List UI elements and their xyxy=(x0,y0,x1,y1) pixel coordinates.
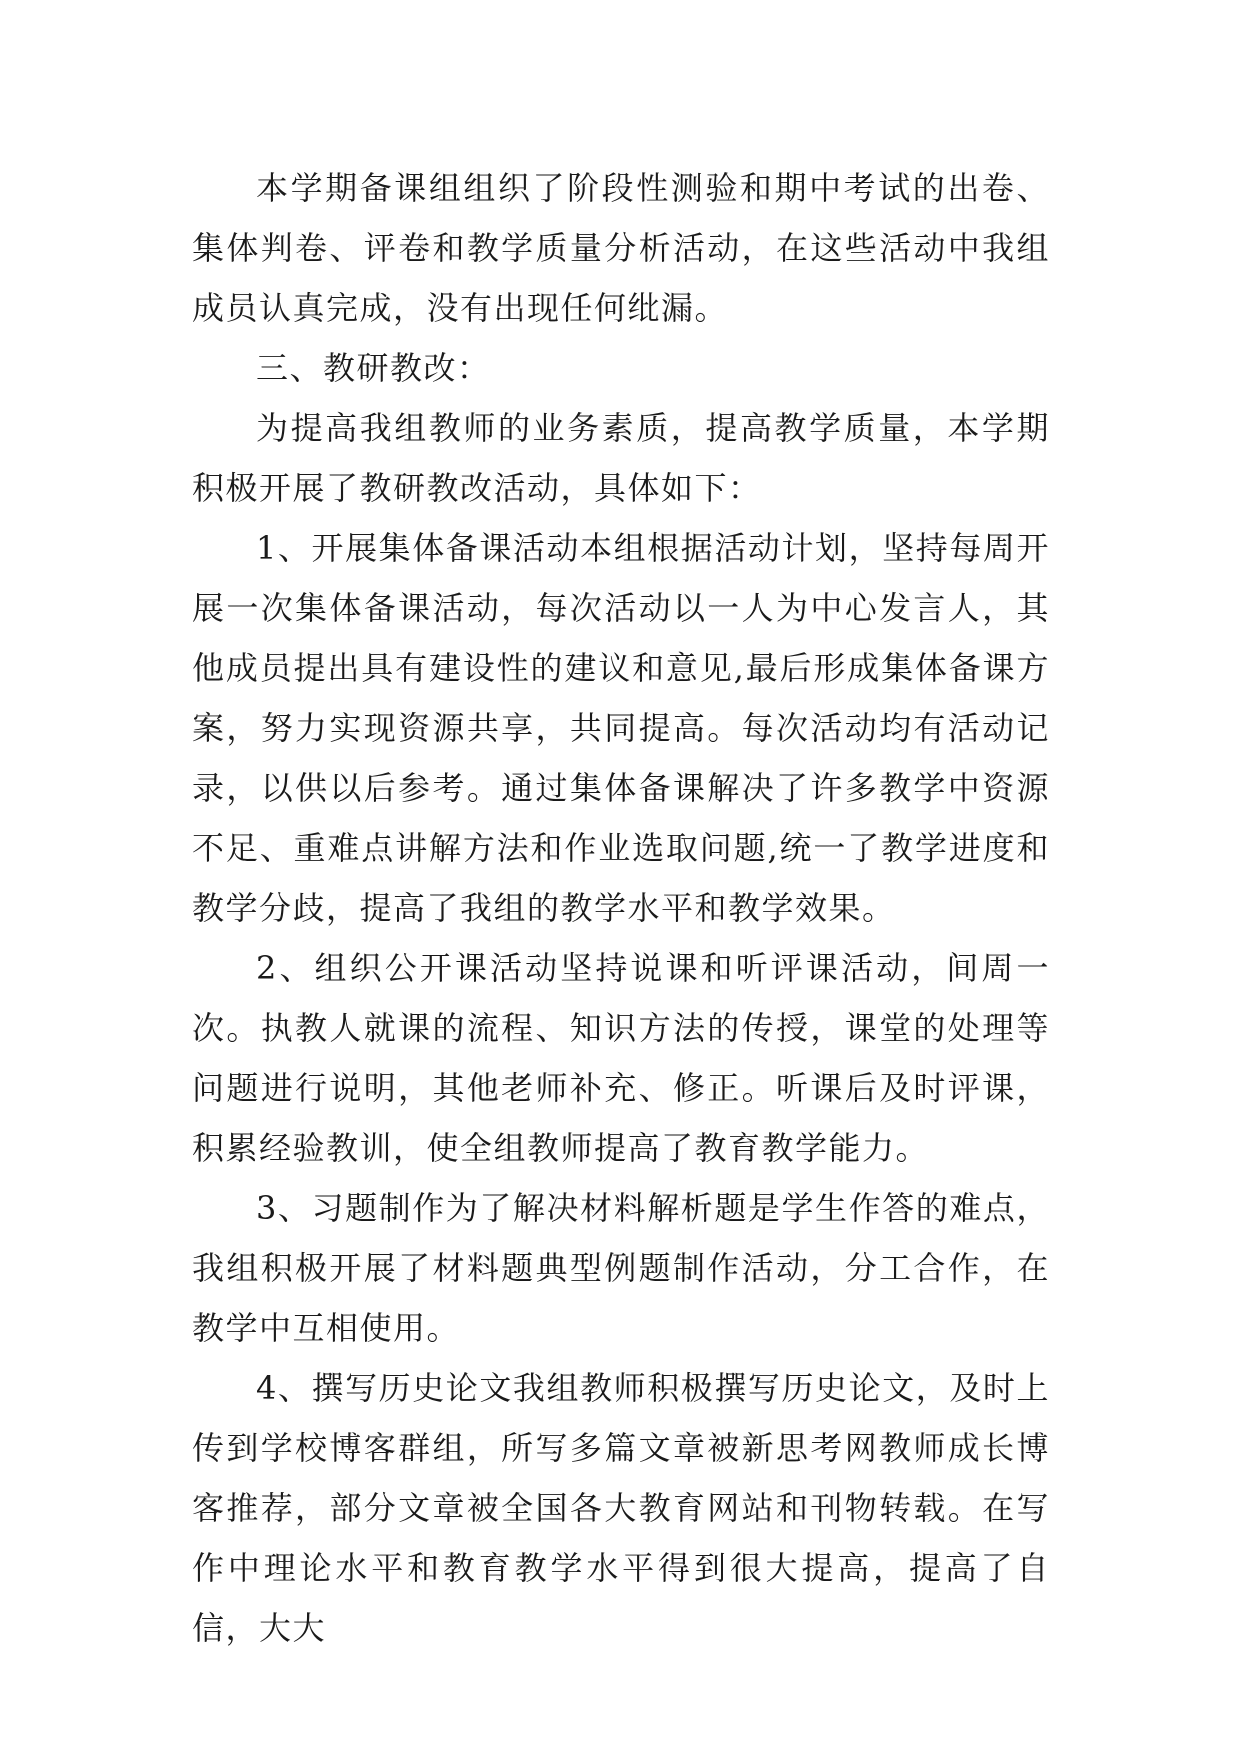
paragraph-research-intro: 为提高我组教师的业务素质，提高教学质量，本学期积极开展了教研教改活动，具体如下： xyxy=(192,409,1050,507)
paragraph-exam-organization: 本学期备课组组织了阶段性测验和期中考试的出卷、集体判卷、评卷和教学质量分析活动，在这些活动中我组成员认真完成，没有出现任何纰漏。 xyxy=(192,169,1050,327)
paragraph-item-4-history-papers: 4、撰写历史论文我组教师积极撰写历史论文，及时上传到学校博客群组，所写多篇文章被新思考网教师成长博客推荐，部分文章被全国各大教育网站和刊物转载。在写作中理论水平和教育教学水平得到很大提高，提高了自信，大大 xyxy=(192,1369,1050,1647)
paragraph-item-1-collective-lesson-prep: 1、开展集体备课活动本组根据活动计划，坚持每周开展一次集体备课活动，每次活动以一人为中心发言人，其他成员提出具有建设性的建议和意见,最后形成集体备课方案，努力实现资源共享，共同提高。每次活动均有活动记录，以供以后参考。通过集体备课解决了许多教学中资源不足、重难点讲解方法和作业选取问题,统一了教学进度和教学分歧，提高了我组的教学水平和教学效果。 xyxy=(192,529,1050,927)
paragraph-item-2-open-class: 2、组织公开课活动坚持说课和听评课活动，间周一次。执教人就课的流程、知识方法的传授，课堂的处理等问题进行说明，其他老师补充、修正。听课后及时评课，积累经验教训，使全组教师提高了教育教学能力。 xyxy=(192,949,1050,1167)
document-body xyxy=(192,158,1050,1658)
section-heading-teaching-research: 三、教研教改： xyxy=(256,349,491,387)
paragraph-item-3-exercise-design: 3、习题制作为了解决材料解析题是学生作答的难点，我组积极开展了材料题典型例题制作活动，分工合作，在教学中互相使用。 xyxy=(192,1189,1050,1347)
